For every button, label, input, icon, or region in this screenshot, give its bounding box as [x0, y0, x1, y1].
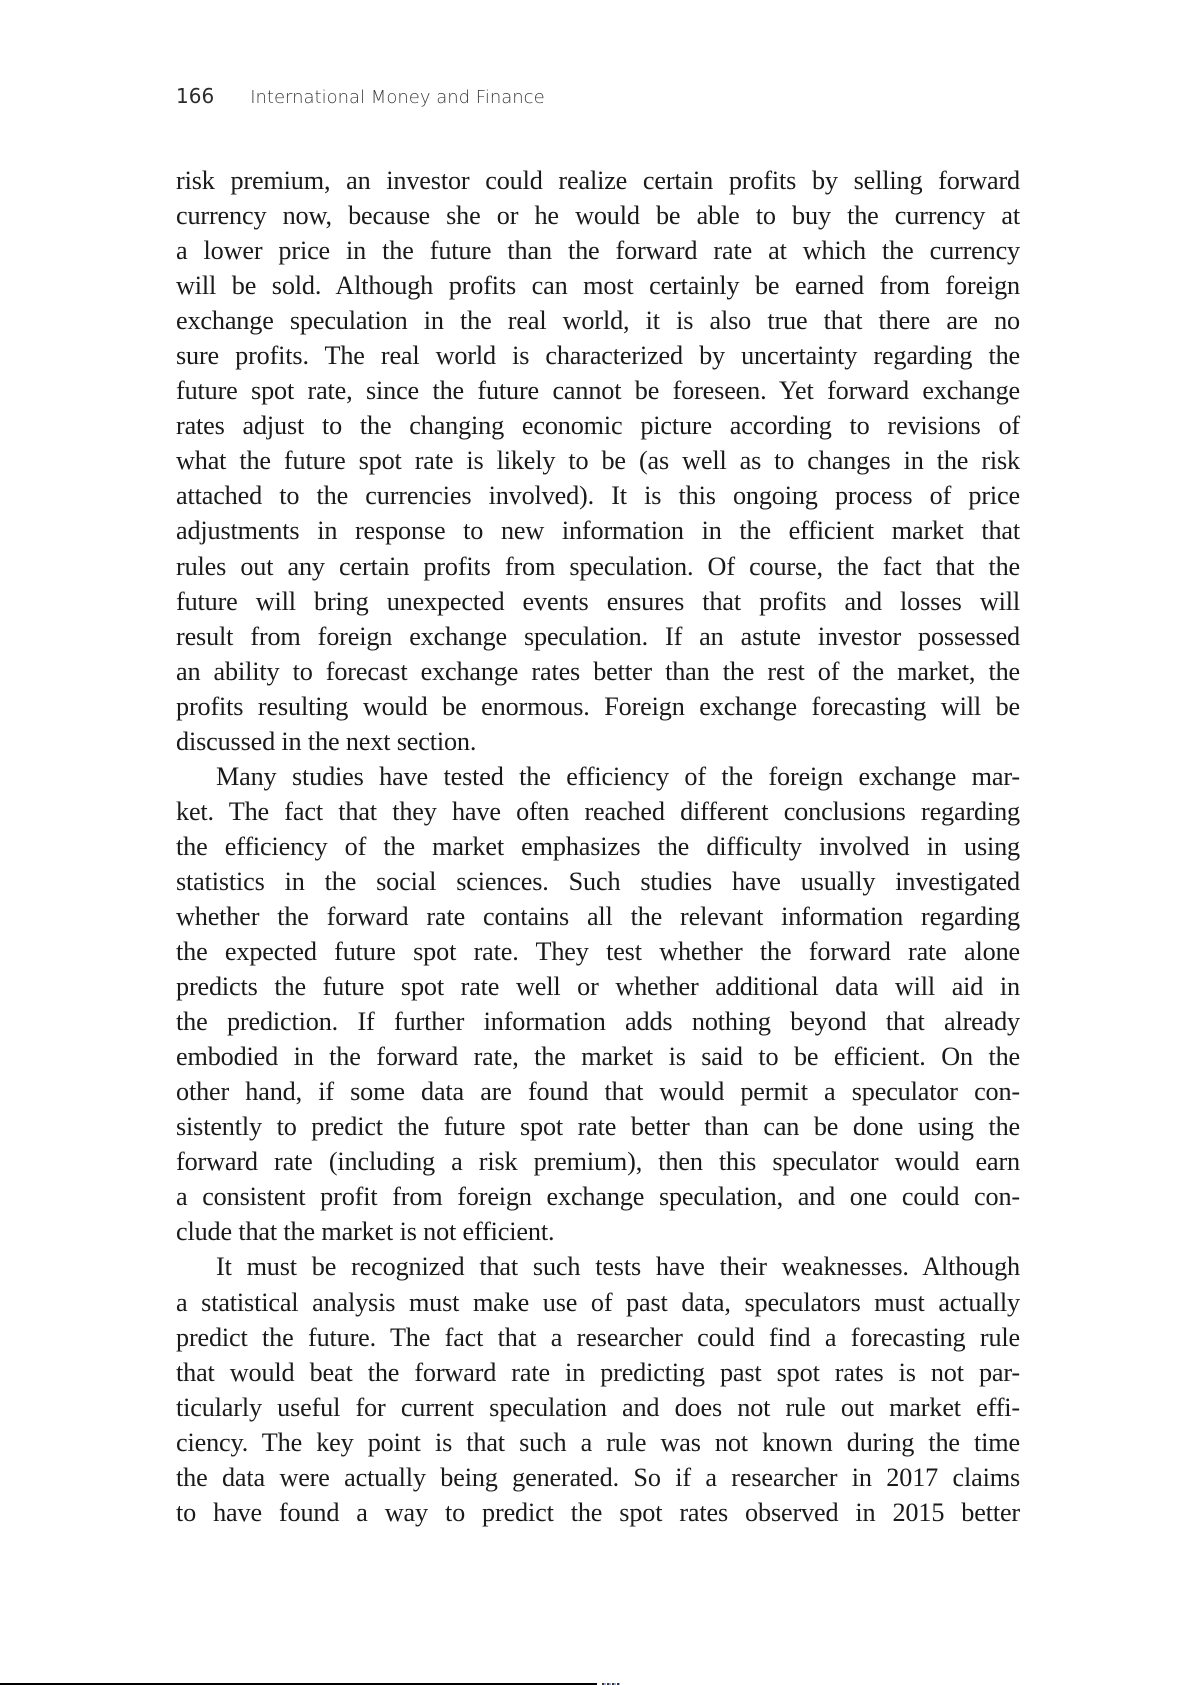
text-line: embodied in the forward rate, the market is said to be efficient. On the	[176, 1042, 1020, 1072]
text-line: rules out any certain profits from speculation. Of course, the fact that the	[176, 551, 1020, 581]
text-line: a statistical analysis must make use of past data, speculators must actually	[176, 1287, 1020, 1317]
text-line: whether the forward rate contains all the relevant information regarding	[176, 901, 1020, 931]
text-line: what the future spot rate is likely to be (as well as to changes in the risk	[176, 446, 1020, 476]
text-line: discussed in the next section.	[176, 726, 477, 756]
text-line: future spot rate, since the future cannot be foreseen. Yet forward exchange	[176, 376, 1020, 406]
text-line: sistently to predict the future spot rate better than can be done using the	[176, 1112, 1020, 1142]
text-line: will be sold. Although profits can most certainly be earned from foreign	[176, 271, 1020, 301]
paragraph-3	[176, 1249, 1020, 1529]
text-line: attached to the currencies involved). It is this ongoing process of price	[176, 481, 1020, 511]
running-title: International Money and Finance	[250, 87, 545, 108]
text-line: adjustments in response to new information in the efficient market that	[176, 516, 1020, 546]
text-line: to have found a way to predict the spot rates observed in 2015 better	[176, 1497, 1020, 1527]
page-number: 166	[176, 84, 215, 108]
text-line: ticularly useful for current speculation and does not rule out market effi-	[176, 1392, 1020, 1422]
text-line: that would beat the forward rate in predicting past spot rates is not par-	[176, 1357, 1020, 1387]
text-line: statistics in the social sciences. Such studies have usually investigated	[176, 866, 1020, 896]
text-line: forward rate (including a risk premium), then this speculator would earn	[176, 1147, 1020, 1177]
text-line: other hand, if some data are found that would permit a speculator con-	[176, 1077, 1020, 1107]
running-header	[176, 84, 545, 114]
text-line: the data were actually being generated. So if a researcher in 2017 claims	[176, 1462, 1020, 1492]
text-line: the efficiency of the market emphasizes the difficulty involved in using	[176, 831, 1020, 861]
text-line: ket. The fact that they have often reached different conclusions regarding	[176, 796, 1020, 826]
text-line: a consistent profit from foreign exchange speculation, and one could con-	[176, 1182, 1020, 1212]
text-line: Many studies have tested the efficiency of the foreign exchange mar-	[216, 761, 1020, 791]
text-line: exchange speculation in the real world, it is also true that there are no	[176, 306, 1020, 336]
text-line: the expected future spot rate. They test whether the forward rate alone	[176, 937, 1020, 967]
body-text	[176, 163, 1020, 1530]
text-line: sure profits. The real world is characterized by uncertainty regarding the	[176, 341, 1020, 371]
text-line: clude that the market is not efficient.	[176, 1217, 555, 1247]
text-line: rates adjust to the changing economic picture according to revisions of	[176, 411, 1020, 441]
paragraph-1	[176, 163, 1020, 759]
text-line: an ability to forecast exchange rates better than the rest of the market, the	[176, 656, 1020, 686]
text-line: predicts the future spot rate well or whether additional data will aid in	[176, 972, 1020, 1002]
text-line: result from foreign exchange speculation. If an astute investor possessed	[176, 621, 1020, 651]
text-line: profits resulting would be enormous. Foreign exchange forecasting will be	[176, 691, 1020, 721]
text-line: the prediction. If further information adds nothing beyond that already	[176, 1007, 1020, 1037]
paragraph-2	[176, 759, 1020, 1250]
text-line: a lower price in the future than the forward rate at which the currency	[176, 236, 1020, 266]
text-line: It must be recognized that such tests have their weaknesses. Although	[216, 1252, 1020, 1282]
text-line: future will bring unexpected events ensures that profits and losses will	[176, 586, 1020, 616]
text-line: currency now, because she or he would be able to buy the currency at	[176, 201, 1020, 231]
text-line: predict the future. The fact that a researcher could find a forecasting rule	[176, 1322, 1020, 1352]
text-line: risk premium, an investor could realize certain profits by selling forward	[176, 166, 1020, 195]
text-line: ciency. The key point is that such a rule was not known during the time	[176, 1427, 1020, 1457]
